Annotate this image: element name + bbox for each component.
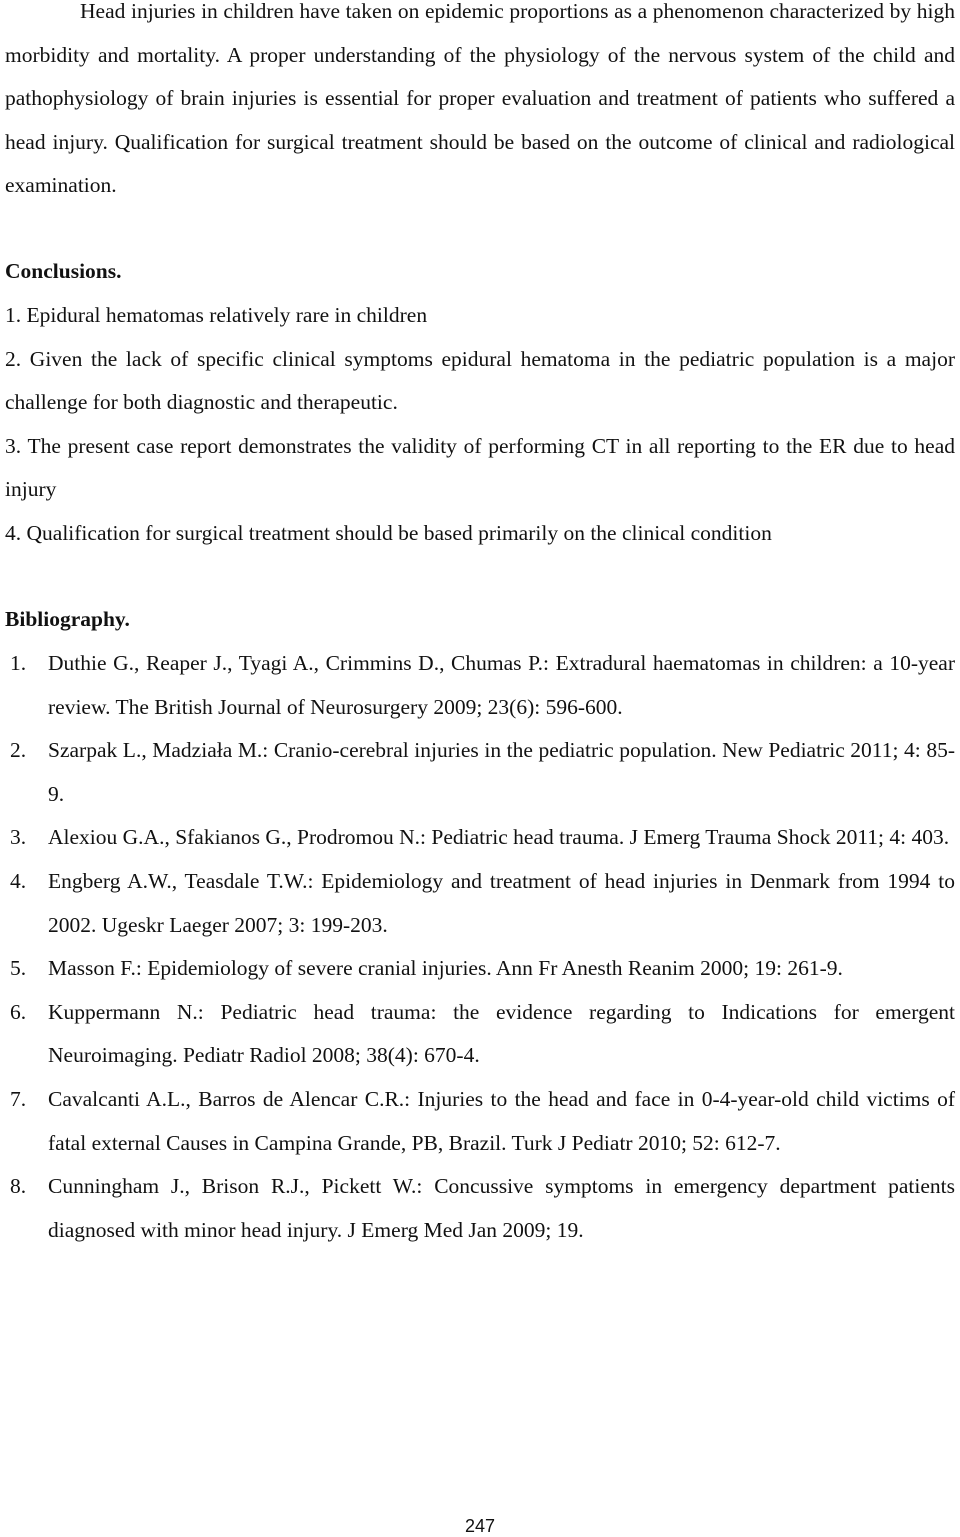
- bibliography-entry-text: Cavalcanti A.L., Barros de Alencar C.R.: Injuries to the head and face in 0-4-year-old child victims of fatal external Causes in Campina Grande, PB, Brazil. Turk J Pediatr 2010; 52: 612-7.: [48, 1086, 955, 1155]
- conclusions-list: [5, 294, 955, 556]
- bibliography-entry-text: Engberg A.W., Teasdale T.W.: Epidemiology and treatment of head injuries in Denmark from 1994 to 2002. Ugeskr Laeger 2007; 3: 199-203.: [48, 868, 955, 937]
- conclusion-item: 4. Qualification for surgical treatment should be based primarily on the clinical condition: [5, 520, 772, 545]
- bibliography-entry-text: Cunningham J., Brison R.J., Pickett W.: Concussive symptoms in emergency department patients diagnosed with minor head injury. J Emerg Med Jan 2009; 19.: [48, 1174, 955, 1242]
- bibliography-entry-text: Kuppermann N.: Pediatric head trauma: the evidence regarding to Indications for emergent Neuroimaging. Pediatr Radiol 2008; 38(4): 670-4.: [48, 999, 955, 1068]
- page-number: 247: [464, 1516, 496, 1536]
- bibliography-entry-number: 5.: [10, 956, 27, 981]
- bibliography-list: [5, 642, 955, 1252]
- bibliography-entry-text: Szarpak L., Madziała M.: Cranio-cerebral injuries in the pediatric population. New Pediatric 2011; 4: 85-9.: [48, 738, 955, 806]
- conclusions-heading: Conclusions.: [5, 259, 122, 283]
- bibliography-entry: [5, 860, 955, 947]
- bibliography-entry: [5, 642, 955, 729]
- bibliography-entry-number: 3.: [10, 825, 27, 850]
- conclusion-item: 3. The present case report demonstrates the validity of performing CT in all reporting to the ER due to head injury: [5, 433, 955, 502]
- bibliography-entry-number: 8.: [10, 1174, 27, 1199]
- bibliography-entry-text: Masson F.: Epidemiology of severe cranial injuries. Ann Fr Anesth Reanim 2000; 19: 261-9.: [48, 956, 843, 981]
- bibliography-entry-number: 4.: [10, 868, 27, 893]
- bibliography-heading: Bibliography.: [5, 607, 130, 631]
- bibliography-entry: [5, 729, 955, 816]
- bibliography-entry-number: 2.: [10, 738, 27, 763]
- bibliography-entry-text: Alexiou G.A., Sfakianos G., Prodromou N.: Pediatric head trauma. J Emerg Trauma Shock 2011; 4: 403.: [48, 825, 950, 850]
- bibliography-entry: [5, 1078, 955, 1165]
- bibliography-entry: [5, 991, 955, 1078]
- bibliography-entry-number: 6.: [10, 999, 27, 1024]
- bibliography-entry: [5, 816, 955, 860]
- conclusion-item: 1. Epidural hematomas relatively rare in children: [5, 303, 428, 327]
- intro-paragraph: Head injuries in children have taken on epidemic proportions as a phenomenon characterized by high morbidity and mortality. A proper understanding of the physiology of the nervous system of the child and pathophysiology of brain injuries is essential for proper evaluation and treatment of patients who suffered a head injury. Qualification for surgical treatment should be based on the outcome of clinical and radiological examination.: [5, 0, 955, 198]
- conclusion-item: 2. Given the lack of specific clinical symptoms epidural hematoma in the pediatric population is a major challenge for both diagnostic and therapeutic.: [5, 346, 955, 415]
- bibliography-entry: [5, 1165, 955, 1252]
- bibliography-entry: [5, 947, 955, 991]
- bibliography-entry-number: 7.: [10, 1086, 27, 1111]
- bibliography-entry-text: Duthie G., Reaper J., Tyagi A., Crimmins D., Chumas P.: Extradural haematomas in children: a 10-year review. The British Journal of Neurosurgery 2009; 23(6): 596-600.: [48, 651, 955, 719]
- bibliography-entry-number: 1.: [10, 651, 27, 675]
